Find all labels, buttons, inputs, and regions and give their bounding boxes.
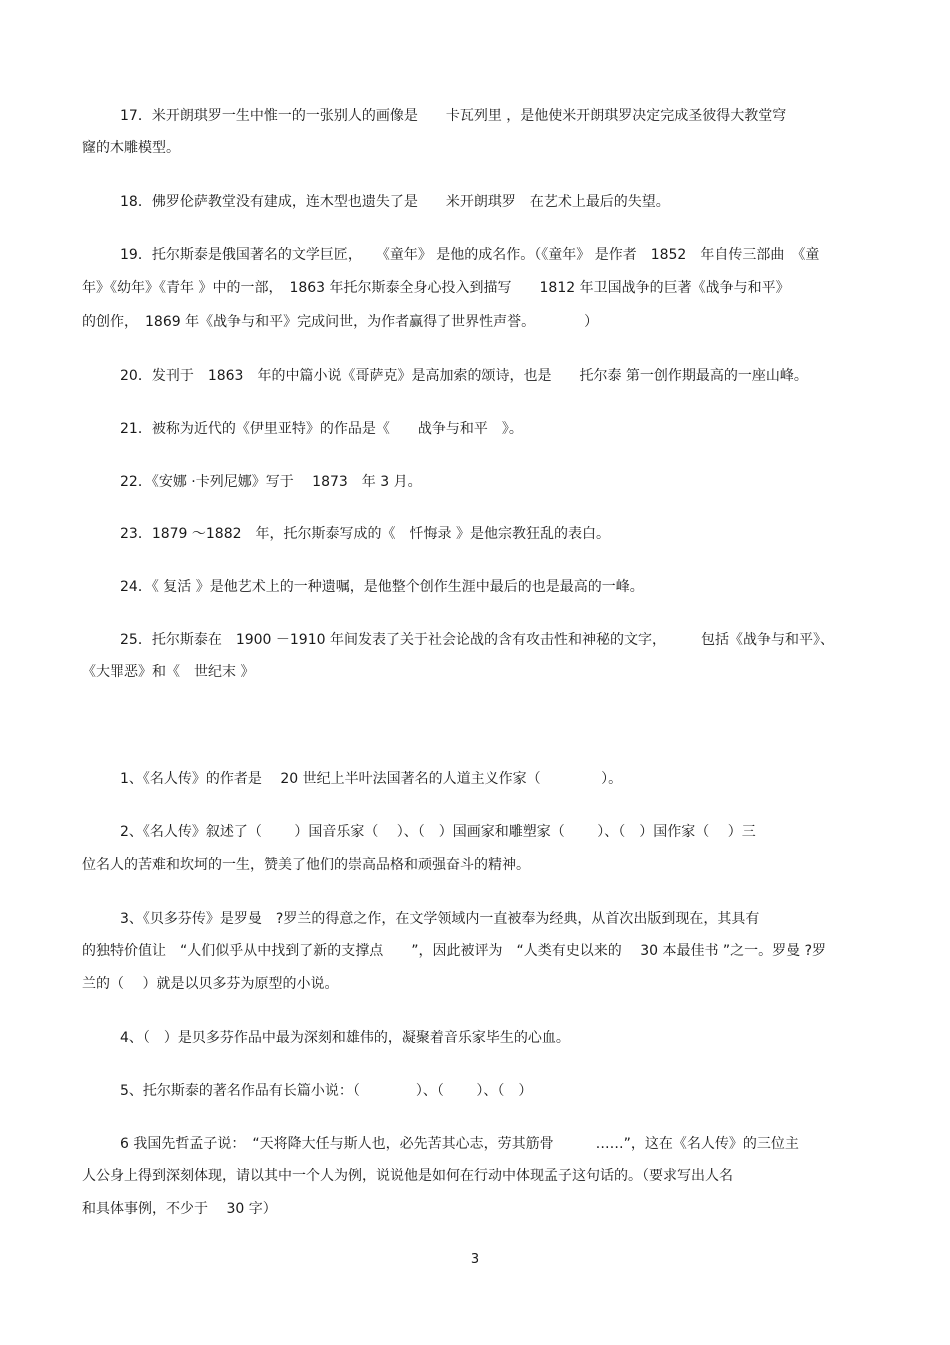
question-19-line-1: 19．托尔斯泰是俄国著名的文学巨匠， 《童年》 是他的成名作。（《童年》 是作者 1852 年自传三部曲 《童	[120, 247, 820, 263]
question-21: 21．被称为近代的《伊里亚特》的作品是《 战争与和平 》。	[120, 421, 523, 437]
exercise-5: 5、托尔斯泰的著名作品有长篇小说：（ ）、（ ）、（ ）	[120, 1083, 533, 1099]
exercise-2-line-1: 2、《名人传》叙述了（ ）国音乐家（ ）、（ ）国画家和雕塑家（ ）、（ ）国作家（ ）三	[120, 824, 756, 840]
question-17-line-1: 17．米开朗琪罗一生中惟一的一张别人的画像是 卡瓦列里 ，是他使米开朗琪罗决定完成圣彼得大教堂穹	[120, 108, 787, 124]
question-24: 24．《 复活 》是他艺术上的一种遗嘱，是他整个创作生涯中最后的也是最高的一峰。	[120, 579, 644, 595]
exercise-6-line-2: 人公身上得到深刻体现，请以其中一个人为例，说说他是如何在行动中体现孟子这句话的。（要求写出人名	[82, 1168, 733, 1184]
question-19-line-3: 的创作， 1869 年《战争与和平》完成问世，为作者赢得了世界性声誉。 ）	[82, 314, 599, 330]
exercise-3-line-1: 3、《贝多芬传》是罗曼 ?罗兰的得意之作，在文学领域内一直被奉为经典，从首次出版到现在，其具有	[120, 911, 760, 927]
exercise-2-line-2: 位名人的苦难和坎坷的一生，赞美了他们的崇高品格和顽强奋斗的精神。	[82, 857, 530, 873]
exercise-4: 4、（ ）是贝多芬作品中最为深刻和雄伟的，凝聚着音乐家毕生的心血。	[120, 1030, 570, 1046]
question-17-line-2: 窿的木雕模型。	[82, 140, 180, 156]
question-23: 23．1879 ～1882 年，托尔斯泰写成的《 忏悔录 》是他宗教狂乱的表白。	[120, 526, 610, 542]
exercise-1: 1、《名人传》的作者是 20 世纪上半叶法国著名的人道主义作家（ ）。	[120, 771, 623, 787]
question-20: 20．发刊于 1863 年的中篇小说《哥萨克》是高加索的颂诗，也是 托尔泰 第一创作期最高的一座山峰。	[120, 368, 808, 384]
question-25-line-2: 《大罪恶》和《 世纪末 》	[82, 664, 255, 680]
exercise-6-line-1: 6 我国先哲孟子说： “天将降大任与斯人也，必先苦其心志，劳其筋骨 ……”，这在《名人传》的三位主	[120, 1136, 799, 1152]
question-19-line-2: 年》《幼年》《青年 》中的一部， 1863 年托尔斯泰全身心投入到描写 1812 年卫国战争的巨著《战争与和平》	[82, 280, 790, 296]
question-22: 22．《安娜 ·卡列尼娜》写于 1873 年 3 月。	[120, 474, 422, 490]
question-18: 18．佛罗伦萨教堂没有建成，连木型也遗失了是 米开朗琪罗 在艺术上最后的失望。	[120, 194, 670, 210]
question-25-line-1: 25．托尔斯泰在 1900 －1910 年间发表了关于社会论战的含有攻击性和神秘的文字， 包括《战争与和平》、	[120, 632, 834, 648]
exercise-3-line-2: 的独特价值让 “人们似乎从中找到了新的支撑点 ”，因此被评为 “人类有史以来的 30 本最佳书 ”之一。罗曼 ?罗	[82, 943, 827, 959]
page-number: 3	[470, 1252, 480, 1267]
exercise-6-line-3: 和具体事例，不少于 30 字）	[82, 1201, 277, 1217]
exercise-3-line-3: 兰的（ ）就是以贝多芬为原型的小说。	[82, 976, 339, 992]
